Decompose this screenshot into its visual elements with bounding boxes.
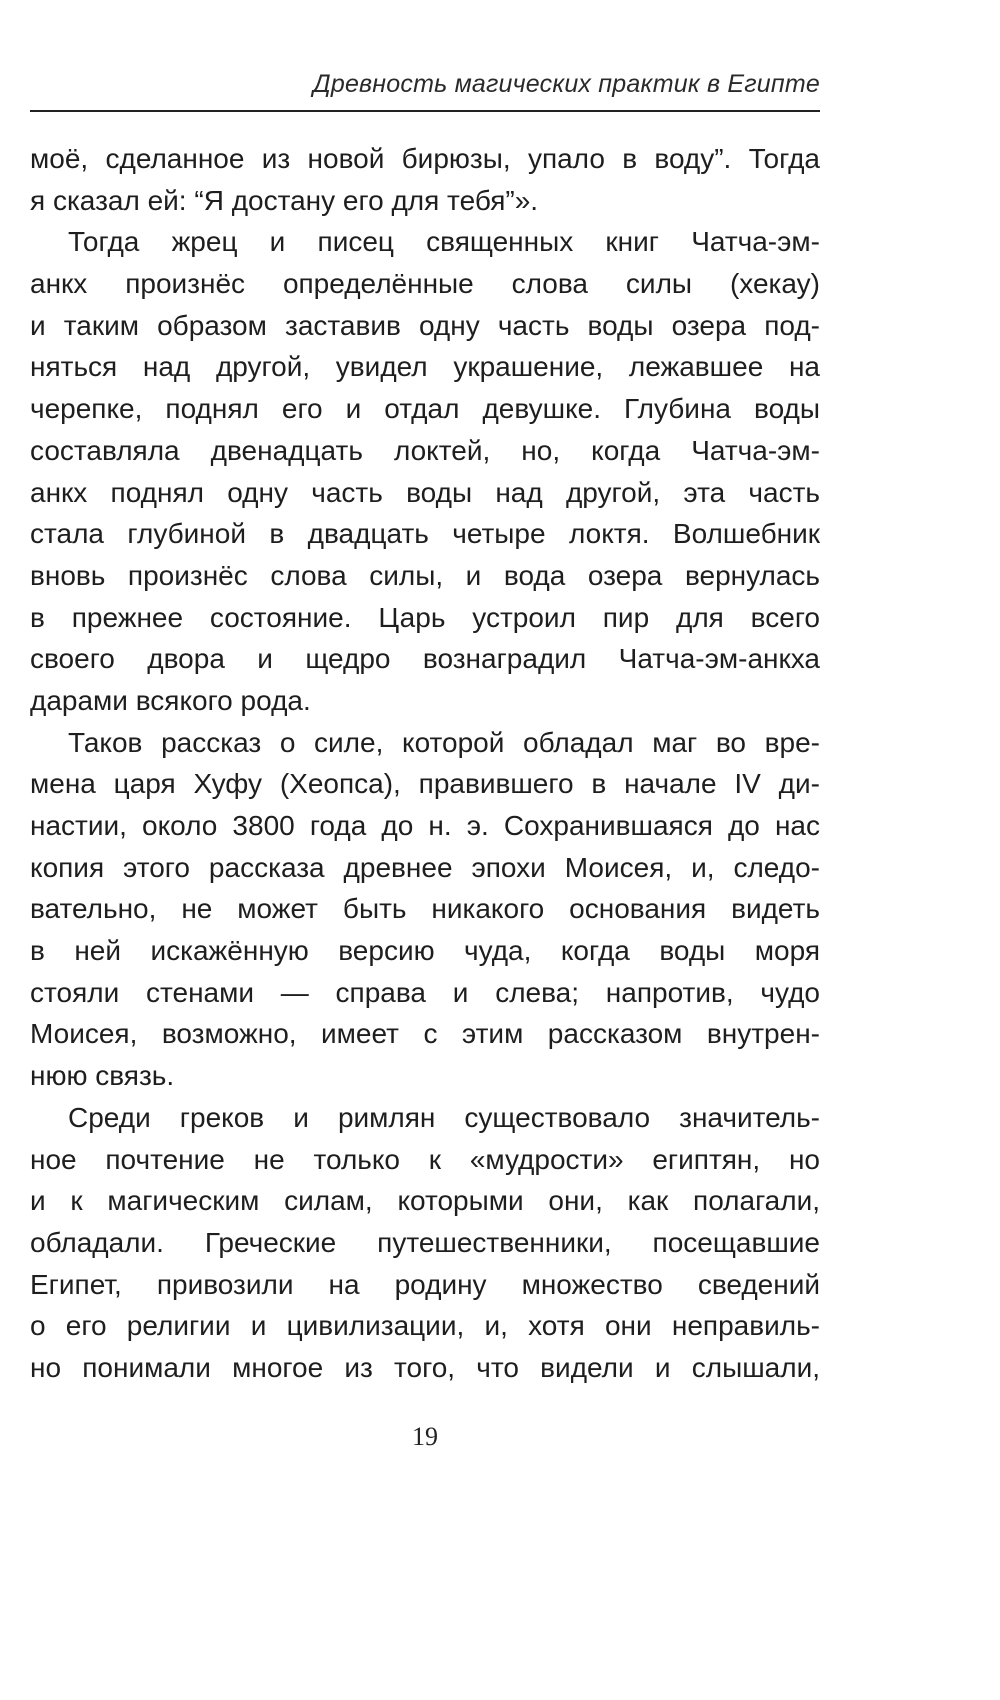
body-text — [30, 138, 820, 1389]
page-number: 19 — [412, 1422, 438, 1451]
text-line: мена царя Хуфу (Хеопса), правившего в начале IV ди- — [30, 768, 820, 800]
text-line: вательно, не может быть никакого основания видеть — [30, 893, 820, 925]
text-line: нюю связь. — [30, 1060, 175, 1092]
text-line: няться над другой, увидел украшение, лежавшее на — [30, 351, 820, 383]
text-line: черепке, поднял его и отдал девушке. Глубина воды — [30, 393, 820, 425]
text-line: анкх произнёс определённые слова силы (хекау) — [30, 268, 820, 300]
text-line: о его религии и цивилизации, и, хотя они неправиль- — [30, 1310, 820, 1342]
text-line: я сказал ей: “Я достану его для тебя”». — [30, 184, 539, 216]
text-line: обладали. Греческие путешественники, посещавшие — [30, 1226, 820, 1258]
text-line: настии, около 3800 года до н. э. Сохранившаяся до нас — [30, 810, 820, 841]
text-line: Моисея, возможно, имеет с этим рассказом внутрен- — [30, 1018, 820, 1050]
running-title: Древность магических практик в Египте — [313, 70, 820, 98]
text-line: копия этого рассказа древнее эпохи Моисея, и, следо- — [30, 851, 820, 883]
text-line: стала глубиной в двадцать четыре локтя. Волшебник — [30, 518, 820, 550]
paragraph-first-line: Среди греков и римлян существовало значитель- — [68, 1101, 820, 1133]
paragraph-first-line: Таков рассказ о силе, которой обладал маг во вре- — [68, 726, 820, 758]
text-line: и к магическим силам, которыми они, как полагали, — [30, 1185, 820, 1217]
text-line: ное почтение не только к «мудрости» египтян, но — [30, 1143, 820, 1175]
text-line: дарами всякого рода. — [30, 684, 311, 716]
text-line: стояли стенами — справа и слева; напротив, чудо — [30, 976, 820, 1008]
text-line: своего двора и щедро вознаградил Чатча-эм-анкха — [30, 643, 820, 675]
text-line: анкх поднял одну часть воды над другой, эта часть — [30, 476, 820, 508]
paragraph-first-line: Тогда жрец и писец священных книг Чатча-эм- — [68, 226, 820, 258]
running-header — [30, 70, 820, 112]
text-line: моё, сделанное из новой бирюзы, упало в воду”. Тогда — [30, 143, 820, 174]
text-line: составляла двенадцать локтей, но, когда Чатча-эм- — [30, 434, 820, 466]
text-line: но понимали многое из того, что видели и слышали, — [30, 1351, 820, 1383]
text-line: в прежнее состояние. Царь устроил пир для всего — [30, 601, 820, 633]
text-line: Египет, привозили на родину множество сведений — [30, 1268, 820, 1300]
text-line: и таким образом заставив одну часть воды озера под- — [30, 309, 820, 341]
text-line: в ней искажённую версию чуда, когда воды моря — [30, 935, 820, 967]
text-line: вновь произнёс слова силы, и вода озера вернулась — [30, 559, 820, 591]
